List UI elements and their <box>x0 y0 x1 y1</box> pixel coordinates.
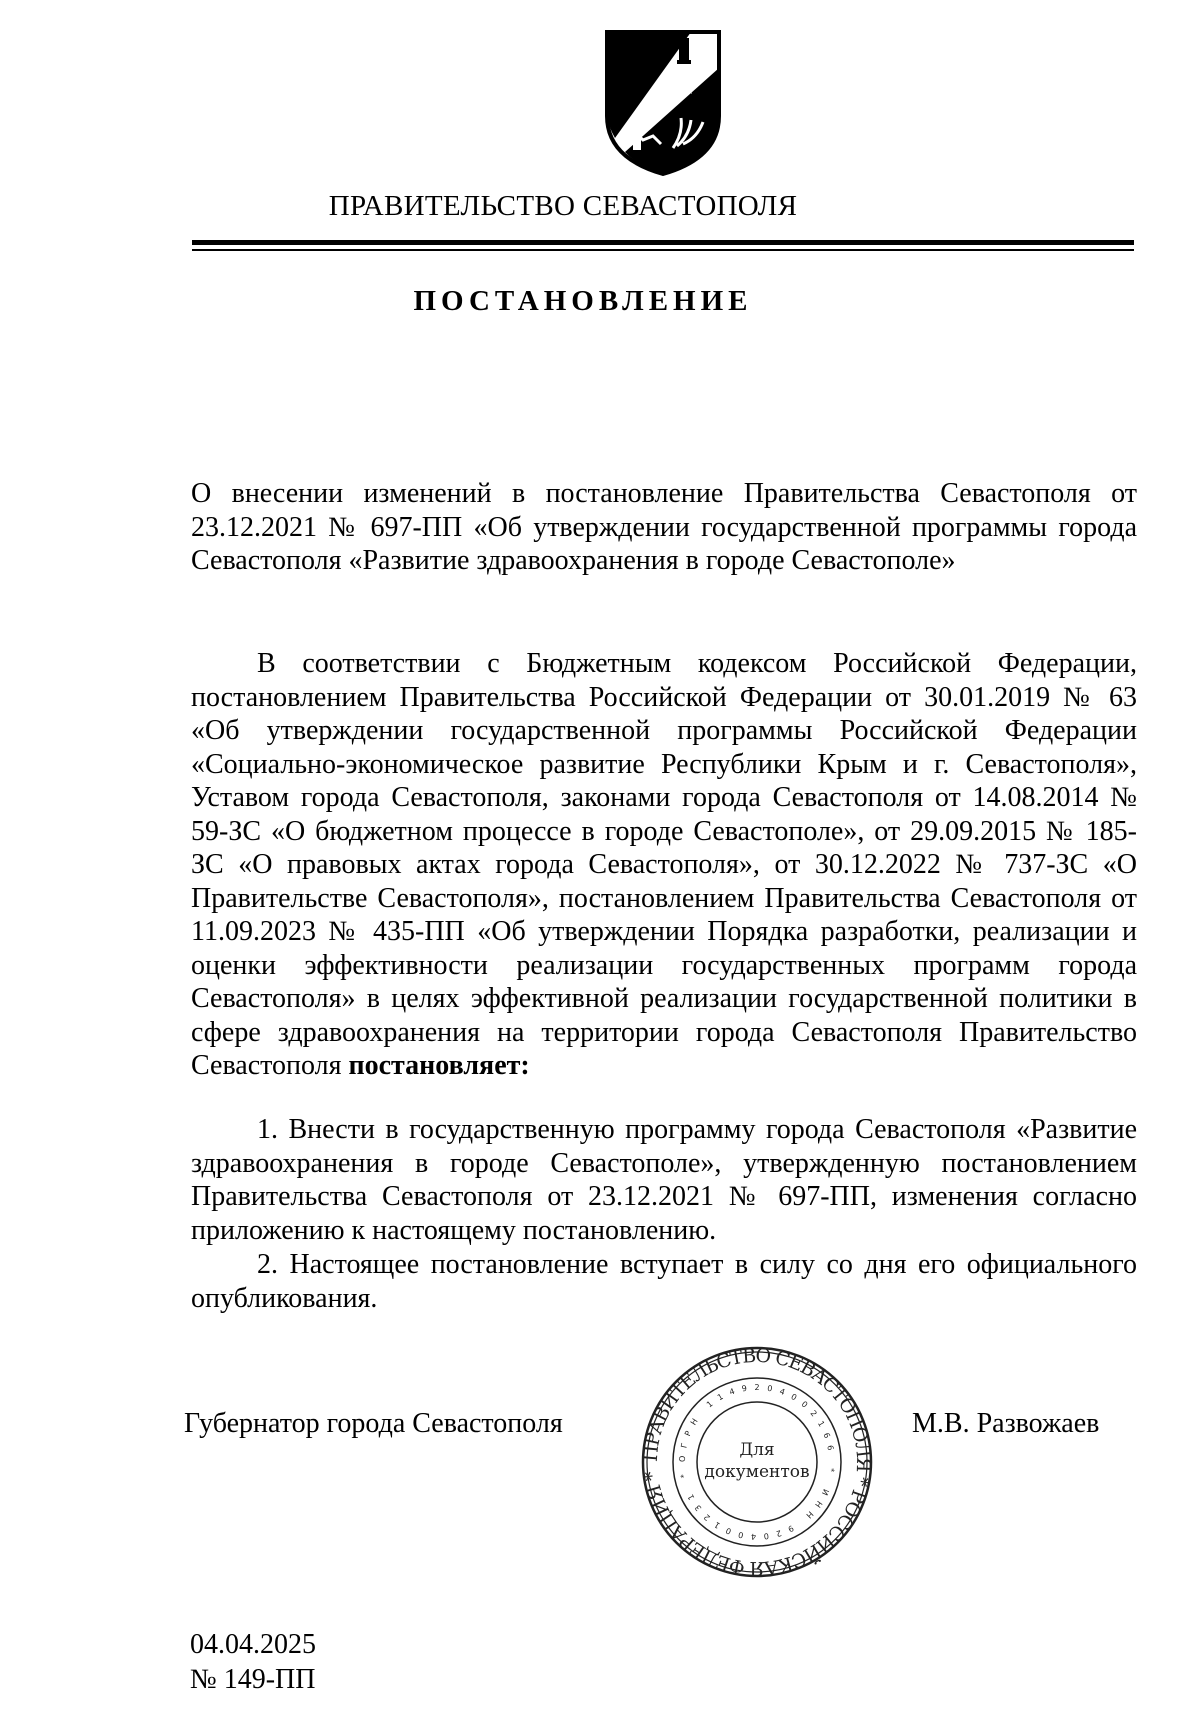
document-number: № 149-ПП <box>190 1664 316 1695</box>
organization-name: ПРАВИТЕЛЬСТВО СЕВАСТОПОЛЯ <box>328 190 798 222</box>
document-type-title: ПОСТАНОВЛЕНИЕ <box>413 285 753 317</box>
resolves-keyword: постановляет: <box>348 1050 530 1081</box>
legal-basis-text: В соответствии с Бюджетным кодексом Российской Федерации, постановлением Правительства Российской Федерации от 30.01.2019 № 63 «Об утверждении государственной программы Российской Федерации «Социально-экономическое развитие Республики Крым и г. Севастополя», Уставом города Севастополя, законами города Севастополя от 14.08.2014 № 59-ЗС «О бюджетном процессе в городе Севастополе», от 29.09.2015 № 185-ЗС «О правовых актах города Севастополя», от 30.12.2022 № 737-ЗС «О Правительстве Севастополя», постановлением Правительства Севастополя от 11.09.2023 № 435-ПП «Об утверждении Порядка разработки, реализации и оценки эффективности реализации государственных программ города Севастополя» в целях эффективной реализации государственной политики в сфере здравоохранения на территории города Севастополя Правительство Севастополя <box>191 648 1137 1081</box>
resolution-item-1: 1. Внести в государственную программу города Севастополя «Развитие здравоохранения в городе Севастополе», утвержденную постановлением Правительства Севастополя от 23.12.2021 № 697-ПП, изменения согласно приложению к настоящему постановлению. <box>191 1114 1137 1246</box>
seal-center-line-2: документов <box>704 1462 810 1482</box>
seal-outer-text: ПРАВИТЕЛЬСТВО СЕВАСТОПОЛЯ * РОССИЙСКАЯ ФЕДЕРАЦИЯ * <box>640 1345 874 1579</box>
resolution-item-2: 2. Настоящее постановление вступает в силу со дня его официального опубликования. <box>191 1249 1137 1314</box>
header-divider-thin <box>192 249 1134 251</box>
sevastopol-coat-of-arms-icon <box>603 28 723 176</box>
official-seal-stamp <box>640 1345 874 1579</box>
signer-name: М.В. Развожаев <box>912 1408 1100 1439</box>
signer-title: Губернатор города Севастополя <box>184 1408 563 1439</box>
legal-basis-paragraph <box>191 647 1137 1083</box>
seal-center-line-1: Для <box>739 1440 775 1460</box>
document-date: 04.04.2025 <box>190 1629 316 1660</box>
document-subject: О внесении изменений в постановление Правительства Севастополя от 23.12.2021 № 697-ПП «Об утверждении государственной программы города Севастополя «Развитие здравоохранения в городе Севастополе» <box>191 478 1137 576</box>
seal-inner-text: ОГРН 1149204002166 * ИНН 9204001231 * <box>677 1382 836 1542</box>
header-divider-thick <box>192 240 1134 245</box>
